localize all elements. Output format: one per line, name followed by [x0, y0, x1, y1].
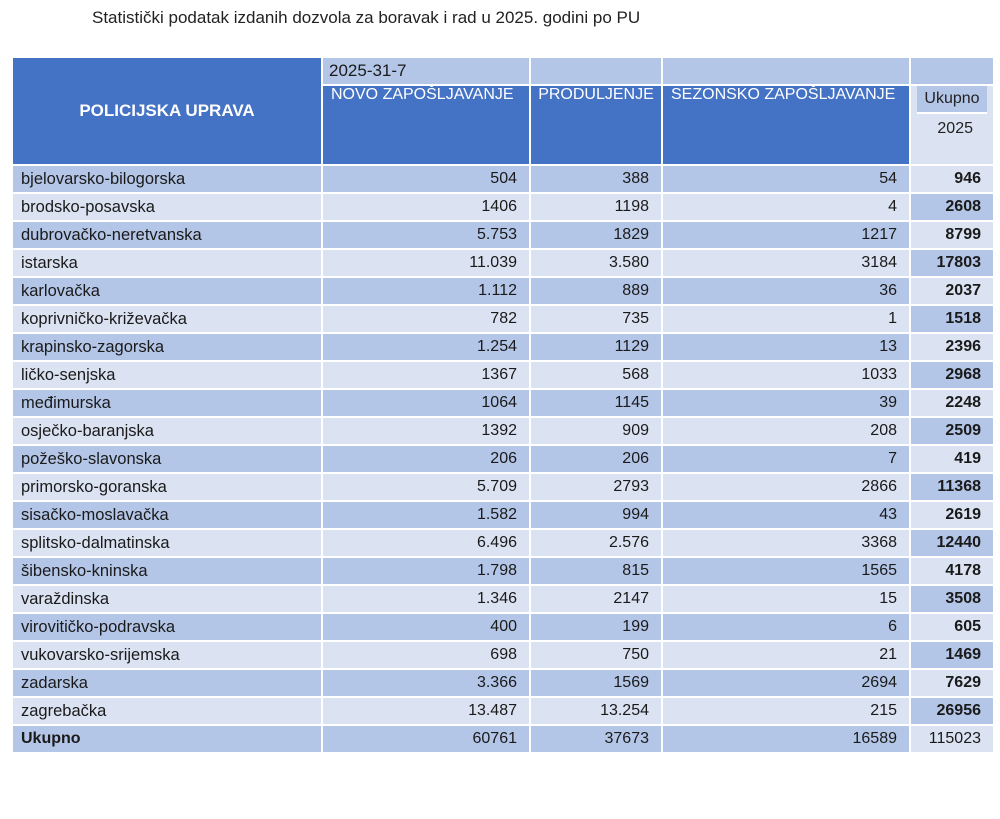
page-title: Statistički podatak izdanih dozvola za boravak i rad u 2025. godini po PU [92, 8, 641, 27]
total-name: Ukupno [12, 725, 322, 753]
table-row [12, 697, 994, 725]
cell-ukupno: 7629 [910, 669, 994, 697]
permits-table [11, 56, 995, 754]
cell-ukupno: 12440 [910, 529, 994, 557]
cell-ukupno: 946 [910, 165, 994, 193]
cell-ukupno: 605 [910, 613, 994, 641]
cell-ukupno: 419 [910, 445, 994, 473]
cell-novo: 1.254 [322, 333, 530, 361]
cell-name: međimurska [12, 389, 322, 417]
cell-sezonsko: 3184 [662, 249, 910, 277]
cell-sezonsko: 36 [662, 277, 910, 305]
total-sezonsko: 16589 [662, 725, 910, 753]
cell-ukupno: 1469 [910, 641, 994, 669]
cell-novo: 782 [322, 305, 530, 333]
cell-produljenje: 889 [530, 277, 662, 305]
cell-name: virovitičko-podravska [12, 613, 322, 641]
cell-name: splitsko-dalmatinska [12, 529, 322, 557]
cell-produljenje: 750 [530, 641, 662, 669]
cell-produljenje: 1198 [530, 193, 662, 221]
table-row [12, 221, 994, 249]
table-row [12, 641, 994, 669]
header-novo-zaposljavanje: NOVO ZAPOŠLJAVANJE [322, 85, 530, 165]
table-row [12, 669, 994, 697]
cell-novo: 1.112 [322, 277, 530, 305]
cell-novo: 13.487 [322, 697, 530, 725]
cell-name: brodsko-posavska [12, 193, 322, 221]
cell-sezonsko: 1033 [662, 361, 910, 389]
cell-produljenje: 2147 [530, 585, 662, 613]
cell-sezonsko: 39 [662, 389, 910, 417]
cell-sezonsko: 215 [662, 697, 910, 725]
cell-sezonsko: 2694 [662, 669, 910, 697]
cell-ukupno: 2248 [910, 389, 994, 417]
cell-produljenje: 735 [530, 305, 662, 333]
cell-ukupno: 1518 [910, 305, 994, 333]
cell-produljenje: 1569 [530, 669, 662, 697]
cell-sezonsko: 1565 [662, 557, 910, 585]
cell-ukupno: 2396 [910, 333, 994, 361]
table-row [12, 445, 994, 473]
header-sezonsko-zaposljavanje: SEZONSKO ZAPOŠLJAVANJE [662, 85, 910, 165]
table-row [12, 249, 994, 277]
table-row [12, 277, 994, 305]
cell-name: vukovarsko-srijemska [12, 641, 322, 669]
table-row [12, 305, 994, 333]
cell-ukupno: 2608 [910, 193, 994, 221]
cell-sezonsko: 21 [662, 641, 910, 669]
cell-novo: 504 [322, 165, 530, 193]
cell-ukupno: 2619 [910, 501, 994, 529]
table-row [12, 165, 994, 193]
header-date: 2025-31-7 [322, 57, 530, 85]
table-row [12, 529, 994, 557]
table-row [12, 585, 994, 613]
header-ukupno-label: Ukupno [917, 86, 987, 114]
header-blank-3 [910, 57, 994, 85]
cell-produljenje: 909 [530, 417, 662, 445]
cell-novo: 1406 [322, 193, 530, 221]
cell-novo: 1392 [322, 417, 530, 445]
table-row [12, 501, 994, 529]
header-produljenje: PRODULJENJE [530, 85, 662, 165]
cell-name: primorsko-goranska [12, 473, 322, 501]
cell-produljenje: 1829 [530, 221, 662, 249]
cell-name: ličko-senjska [12, 361, 322, 389]
cell-produljenje: 199 [530, 613, 662, 641]
cell-produljenje: 994 [530, 501, 662, 529]
cell-produljenje: 1129 [530, 333, 662, 361]
cell-ukupno: 3508 [910, 585, 994, 613]
cell-produljenje: 2.576 [530, 529, 662, 557]
total-novo: 60761 [322, 725, 530, 753]
table-row [12, 389, 994, 417]
cell-ukupno: 4178 [910, 557, 994, 585]
cell-novo: 1.346 [322, 585, 530, 613]
cell-ukupno: 8799 [910, 221, 994, 249]
table-row [12, 613, 994, 641]
cell-name: bjelovarsko-bilogorska [12, 165, 322, 193]
cell-name: karlovačka [12, 277, 322, 305]
cell-ukupno: 2968 [910, 361, 994, 389]
cell-produljenje: 388 [530, 165, 662, 193]
header-ukupno-year: 2025 [937, 120, 973, 137]
cell-novo: 5.709 [322, 473, 530, 501]
cell-produljenje: 1145 [530, 389, 662, 417]
total-ukupno: 115023 [910, 725, 994, 753]
cell-name: zagrebačka [12, 697, 322, 725]
total-produljenje: 37673 [530, 725, 662, 753]
cell-sezonsko: 15 [662, 585, 910, 613]
cell-ukupno: 26956 [910, 697, 994, 725]
cell-ukupno: 11368 [910, 473, 994, 501]
cell-novo: 698 [322, 641, 530, 669]
table-row [12, 361, 994, 389]
header-blank-1 [530, 57, 662, 85]
cell-name: zadarska [12, 669, 322, 697]
cell-name: varaždinska [12, 585, 322, 613]
header-blank-2 [662, 57, 910, 85]
cell-novo: 1367 [322, 361, 530, 389]
table-row [12, 417, 994, 445]
cell-novo: 1064 [322, 389, 530, 417]
cell-novo: 1.582 [322, 501, 530, 529]
cell-novo: 6.496 [322, 529, 530, 557]
cell-produljenje: 206 [530, 445, 662, 473]
cell-sezonsko: 6 [662, 613, 910, 641]
cell-sezonsko: 43 [662, 501, 910, 529]
cell-produljenje: 3.580 [530, 249, 662, 277]
cell-ukupno: 2509 [910, 417, 994, 445]
cell-produljenje: 815 [530, 557, 662, 585]
cell-sezonsko: 7 [662, 445, 910, 473]
header-policijska-uprava: POLICIJSKA UPRAVA [12, 57, 322, 165]
cell-sezonsko: 4 [662, 193, 910, 221]
cell-name: sisačko-moslavačka [12, 501, 322, 529]
table-row [12, 333, 994, 361]
cell-sezonsko: 13 [662, 333, 910, 361]
table-row [12, 473, 994, 501]
cell-name: krapinsko-zagorska [12, 333, 322, 361]
header-ukupno [910, 85, 994, 165]
cell-name: dubrovačko-neretvanska [12, 221, 322, 249]
cell-name: požeško-slavonska [12, 445, 322, 473]
table-body [12, 165, 994, 753]
cell-sezonsko: 208 [662, 417, 910, 445]
cell-sezonsko: 54 [662, 165, 910, 193]
cell-sezonsko: 1 [662, 305, 910, 333]
table-row [12, 557, 994, 585]
cell-novo: 3.366 [322, 669, 530, 697]
cell-ukupno: 17803 [910, 249, 994, 277]
cell-name: šibensko-kninska [12, 557, 322, 585]
cell-name: koprivničko-križevačka [12, 305, 322, 333]
cell-name: osječko-baranjska [12, 417, 322, 445]
cell-sezonsko: 3368 [662, 529, 910, 557]
table-row [12, 193, 994, 221]
cell-produljenje: 568 [530, 361, 662, 389]
cell-novo: 11.039 [322, 249, 530, 277]
cell-produljenje: 13.254 [530, 697, 662, 725]
cell-novo: 206 [322, 445, 530, 473]
total-row [12, 725, 994, 753]
cell-ukupno: 2037 [910, 277, 994, 305]
cell-sezonsko: 1217 [662, 221, 910, 249]
cell-novo: 1.798 [322, 557, 530, 585]
cell-produljenje: 2793 [530, 473, 662, 501]
cell-novo: 5.753 [322, 221, 530, 249]
cell-sezonsko: 2866 [662, 473, 910, 501]
cell-novo: 400 [322, 613, 530, 641]
cell-name: istarska [12, 249, 322, 277]
